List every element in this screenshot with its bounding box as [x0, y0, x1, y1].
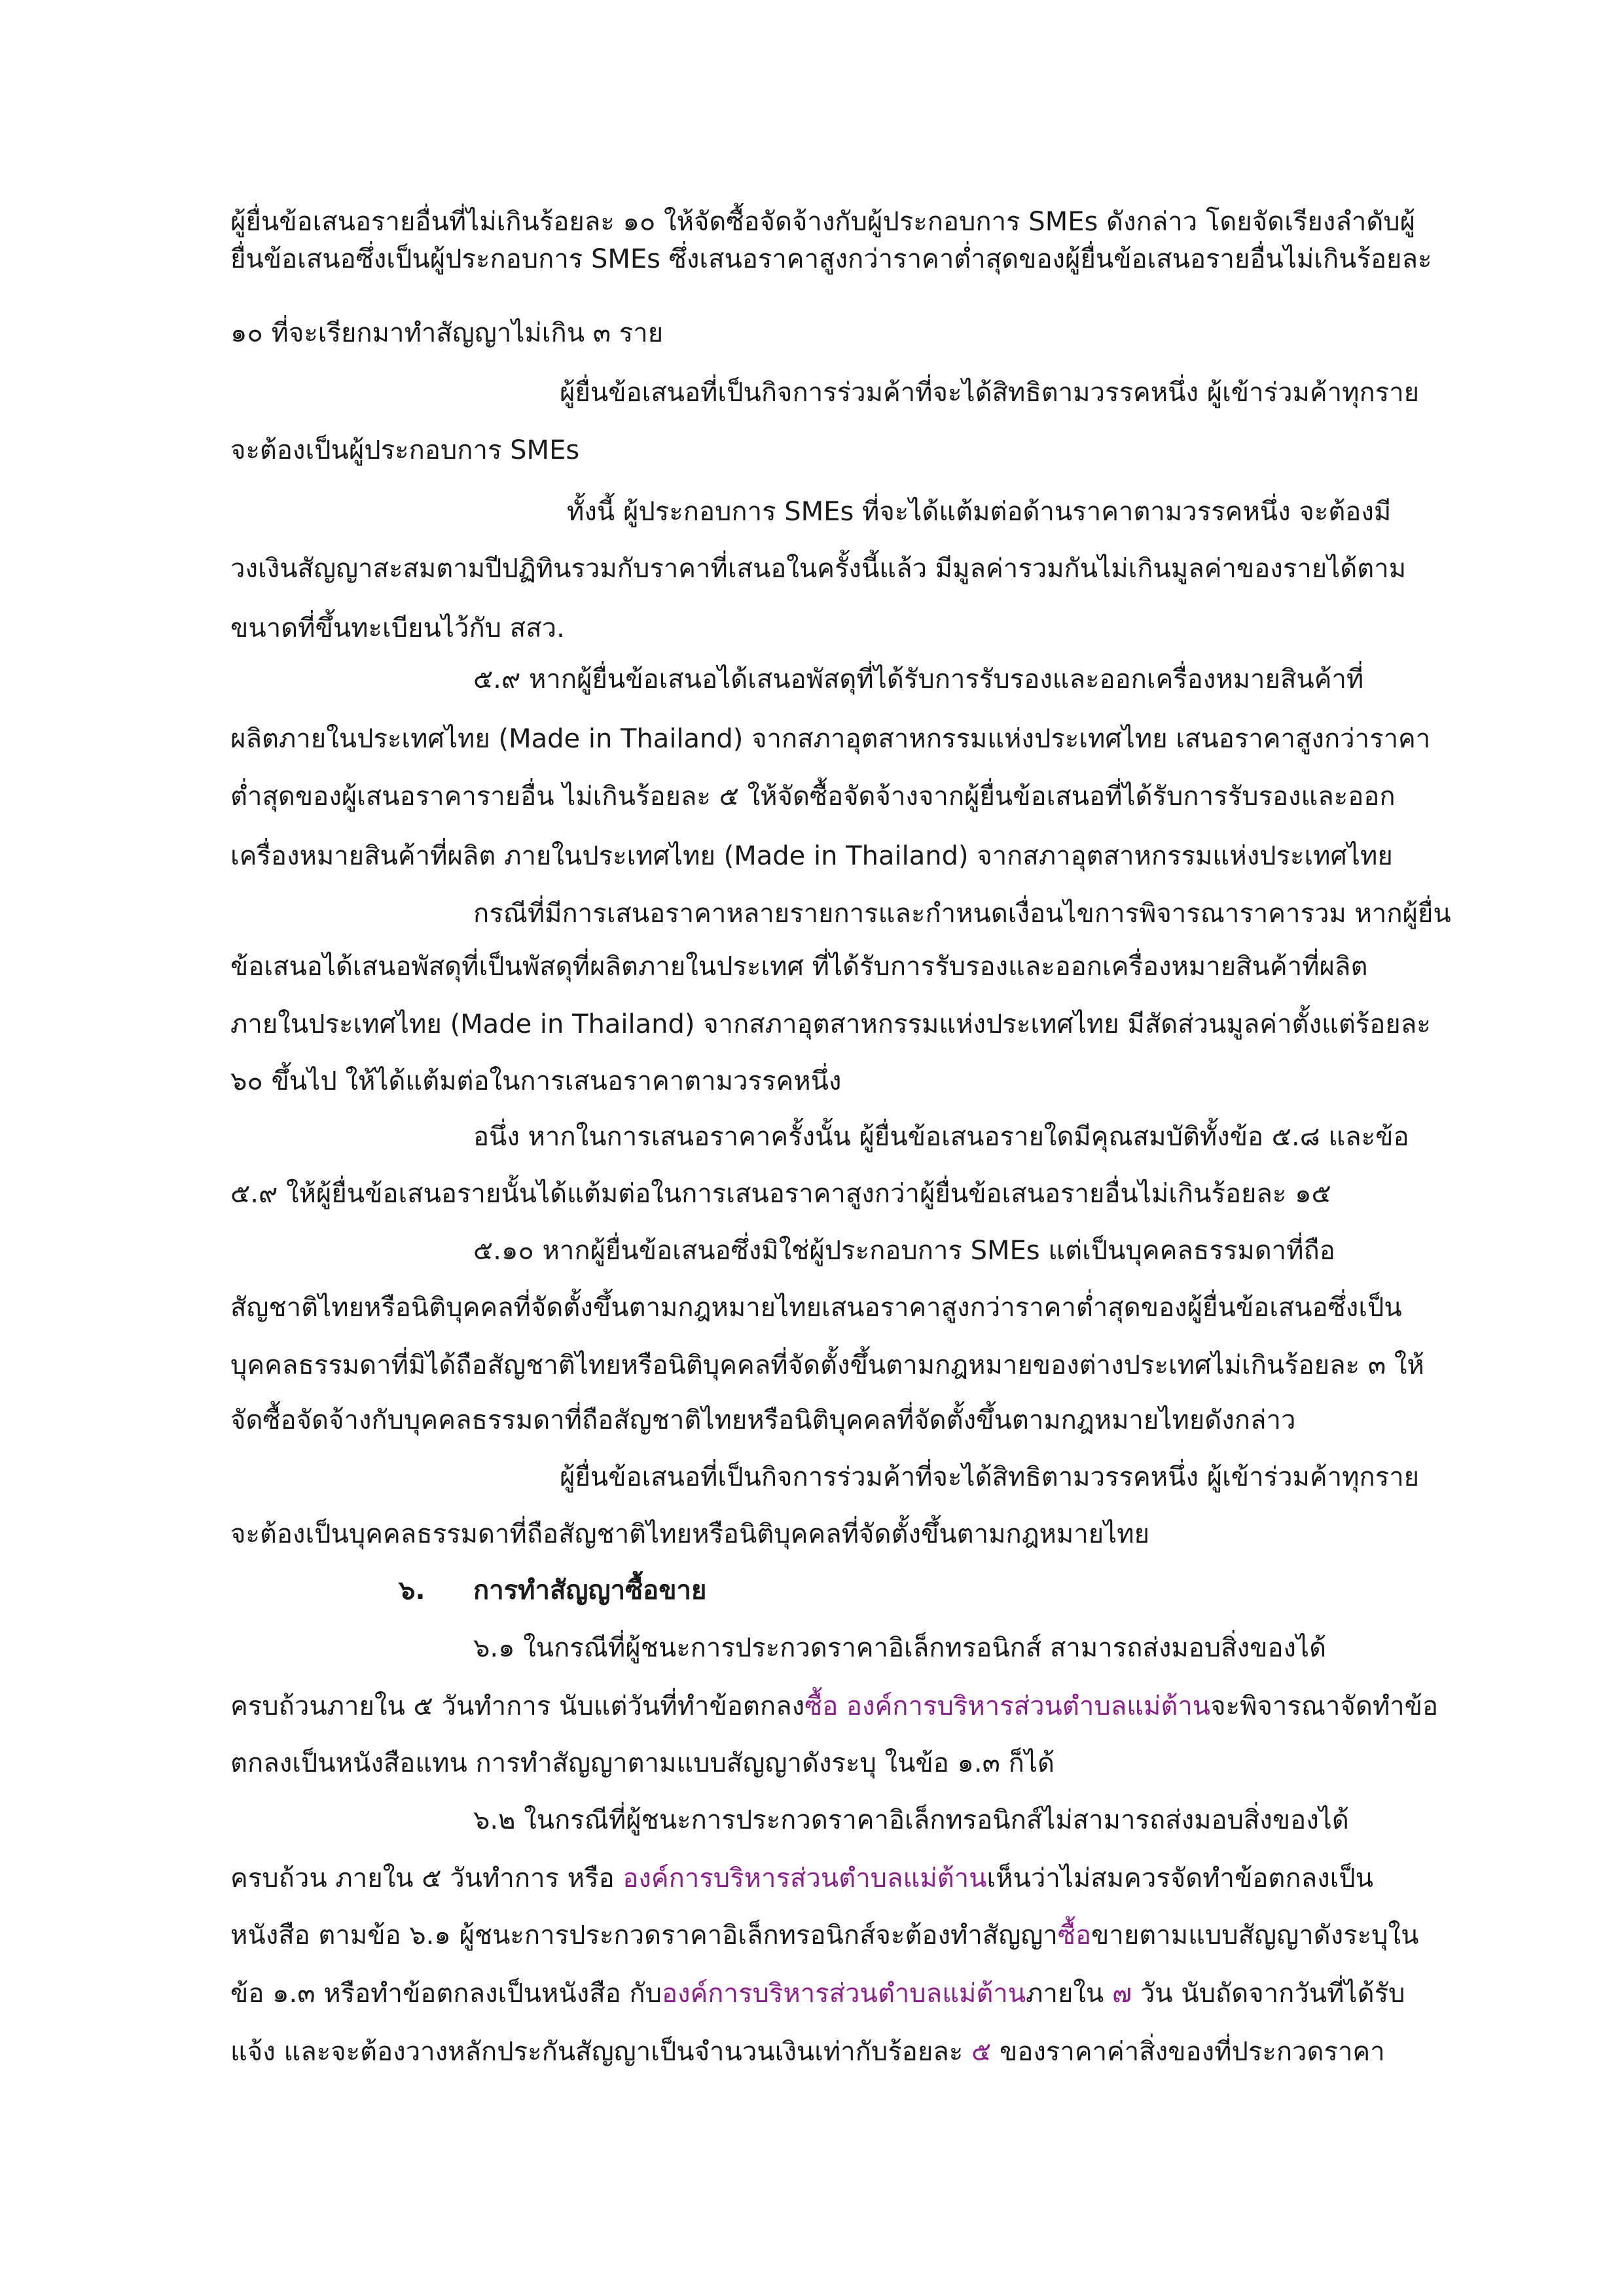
org-name-highlight: ซื้อ องค์การบริหารส่วนตำบลแม่ต้าน: [804, 1691, 1211, 1721]
org-name-highlight: องค์การบริหารส่วนตำบลแม่ต้าน: [661, 1979, 1026, 2009]
body-line: ผลิตภายในประเทศไทย (Made in Thailand) จากสภาอุตสาหกรรมแห่งประเทศไทย เสนอราคาสูงกว่าราคา: [230, 724, 1431, 754]
body-line: หนังสือ ตามข้อ ๖.๑ ผู้ชนะการประกวดราคาอิเล็กทรอนิกส์จะต้องทำสัญญาซื้อขายตามแบบสัญญาดังระบุใน: [230, 1920, 1419, 1950]
body-line: ผู้ยื่นข้อเสนอรายอื่นที่ไม่เกินร้อยละ ๑๐ ให้จัดซื้อจัดจ้างกับผู้ประกอบการ SMEs ดังกล่าว โดยจัดเรียงลำดับผู้: [230, 207, 1416, 237]
clause-5-9: ๕.๙ หากผู้ยื่นข้อเสนอได้เสนอพัสดุที่ได้รับการรับรองและออกเครื่องหมายสินค้าที่: [473, 664, 1364, 694]
clause-6-1: ๖.๑ ในกรณีที่ผู้ชนะการประกวดราคาอิเล็กทรอนิกส์ สามารถส่งมอบสิ่งของได้: [473, 1633, 1327, 1663]
days-highlight: ๗: [1111, 1979, 1132, 2009]
body-line: ต่ำสุดของผู้เสนอราคารายอื่น ไม่เกินร้อยละ ๕ ให้จัดซื้อจัดจ้างจากผู้ยื่นข้อเสนอที่ได้รับการรับรองและออก: [230, 781, 1396, 812]
body-line: จะต้องเป็นผู้ประกอบการ SMEs: [230, 435, 580, 465]
body-line: บุคคลธรรมดาที่มิได้ถือสัญชาติไทยหรือนิติบุคคลที่จัดตั้งขึ้นตามกฎหมายของต่างประเทศไม่เกินร้อยละ ๓ ให้: [230, 1350, 1424, 1380]
body-line: ทั้งนี้ ผู้ประกอบการ SMEs ที่จะได้แต้มต่อด้านราคาตามวรรคหนึ่ง จะต้องมี: [567, 497, 1392, 527]
body-line: ครบถ้วนภายใน ๕ วันทำการ นับแต่วันที่ทำข้อตกลงซื้อ องค์การบริหารส่วนตำบลแม่ต้านจะพิจารณาจัดทำข้อ: [230, 1691, 1439, 1721]
body-line: ข้อเสนอได้เสนอพัสดุที่เป็นพัสดุที่ผลิตภายในประเทศ ที่ได้รับการรับรองและออกเครื่องหมายสินค้าที่ผลิต: [230, 952, 1368, 982]
body-line: เครื่องหมายสินค้าที่ผลิต ภายในประเทศไทย (Made in Thailand) จากสภาอุตสาหกรรมแห่งประเทศไทย: [230, 841, 1393, 871]
body-line: ผู้ยื่นข้อเสนอที่เป็นกิจการร่วมค้าที่จะได้สิทธิตามวรรคหนึ่ง ผู้เข้าร่วมค้าทุกราย: [560, 1462, 1420, 1492]
body-line: ขนาดที่ขึ้นทะเบียนไว้กับ สสว.: [230, 613, 565, 643]
body-line: ๑๐ ที่จะเรียกมาทำสัญญาไม่เกิน ๓ ราย: [230, 318, 664, 348]
body-line: ครบถ้วน ภายใน ๕ วันทำการ หรือ องค์การบริหารส่วนตำบลแม่ต้านเห็นว่าไม่สมควรจัดทำข้อตกลงเป็น: [230, 1863, 1374, 1893]
body-line: กรณีที่มีการเสนอราคาหลายรายการและกำหนดเงื่อนไขการพิจารณาราคารวม หากผู้ยื่น: [473, 899, 1451, 929]
body-line: ตกลงเป็นหนังสือแทน การทำสัญญาตามแบบสัญญาดังระบุ ในข้อ ๑.๓ ก็ได้: [230, 1748, 1055, 1778]
body-line: จัดซื้อจัดจ้างกับบุคคลธรรมดาที่ถือสัญชาติไทยหรือนิติบุคคลที่จัดตั้งขึ้นตามกฎหมายไทยดังกล่าว: [230, 1405, 1296, 1435]
body-line: ภายในประเทศไทย (Made in Thailand) จากสภาอุตสาหกรรมแห่งประเทศไทย มีสัดส่วนมูลค่าตั้งแต่ร้อยละ: [230, 1009, 1431, 1039]
clause-6-2: ๖.๒ ในกรณีที่ผู้ชนะการประกวดราคาอิเล็กทรอนิกส์ไม่สามารถส่งมอบสิ่งของได้: [473, 1805, 1349, 1835]
body-line: วงเงินสัญญาสะสมตามปีปฏิทินรวมกับราคาที่เสนอในครั้งนี้แล้ว มีมูลค่ารวมกันไม่เกินมูลค่าของรายได้ตาม: [230, 554, 1407, 584]
body-line: ๖๐ ขึ้นไป ให้ได้แต้มต่อในการเสนอราคาตามวรรคหนึ่ง: [230, 1066, 842, 1096]
body-line: ข้อ ๑.๓ หรือทำข้อตกลงเป็นหนังสือ กับองค์การบริหารส่วนตำบลแม่ต้านภายใน ๗ วัน นับถัดจากวันที่ได้รับ: [230, 1979, 1405, 2009]
body-line: ผู้ยื่นข้อเสนอที่เป็นกิจการร่วมค้าที่จะได้สิทธิตามวรรคหนึ่ง ผู้เข้าร่วมค้าทุกราย: [560, 378, 1420, 408]
clause-5-10: ๕.๑๐ หากผู้ยื่นข้อเสนอซึ่งมิใช่ผู้ประกอบการ SMEs แต่เป็นบุคคลธรรมดาที่ถือ: [473, 1236, 1335, 1266]
body-line: อนึ่ง หากในการเสนอราคาครั้งนั้น ผู้ยื่นข้อเสนอรายใดมีคุณสมบัติทั้งข้อ ๕.๘ และข้อ: [473, 1122, 1409, 1152]
body-line: จะต้องเป็นบุคคลธรรมดาที่ถือสัญชาติไทยหรือนิติบุคคลที่จัดตั้งขึ้นตามกฎหมายไทย: [230, 1519, 1150, 1549]
body-line: ยื่นข้อเสนอซึ่งเป็นผู้ประกอบการ SMEs ซึ่งเสนอราคาสูงกว่าราคาต่ำสุดของผู้ยื่นข้อเสนอรายอื่นไม่เกินร้อยละ: [230, 244, 1432, 274]
body-line: แจ้ง และจะต้องวางหลักประกันสัญญาเป็นจำนวนเงินเท่ากับร้อยละ ๕ ของราคาค่าสิ่งของที่ประกวดราคา: [230, 2037, 1385, 2067]
highlight-text: ซื้อ: [1057, 1920, 1092, 1950]
org-name-highlight: องค์การบริหารส่วนตำบลแม่ต้าน: [623, 1863, 987, 1893]
section-6-title: การทำสัญญาซื้อขาย: [473, 1575, 707, 1605]
percent-highlight: ๕: [971, 2037, 992, 2067]
body-line: ๕.๙ ให้ผู้ยื่นข้อเสนอรายนั้นได้แต้มต่อในการเสนอราคาสูงกว่าผู้ยื่นข้อเสนอรายอื่นไม่เกินร้อยละ ๑๕: [230, 1179, 1331, 1209]
body-line: สัญชาติไทยหรือนิติบุคคลที่จัดตั้งขึ้นตามกฎหมายไทยเสนอราคาสูงกว่าราคาต่ำสุดของผู้ยื่นข้อเสนอซึ่งเป็น: [230, 1293, 1402, 1323]
section-6-number: ๖.: [399, 1575, 425, 1605]
